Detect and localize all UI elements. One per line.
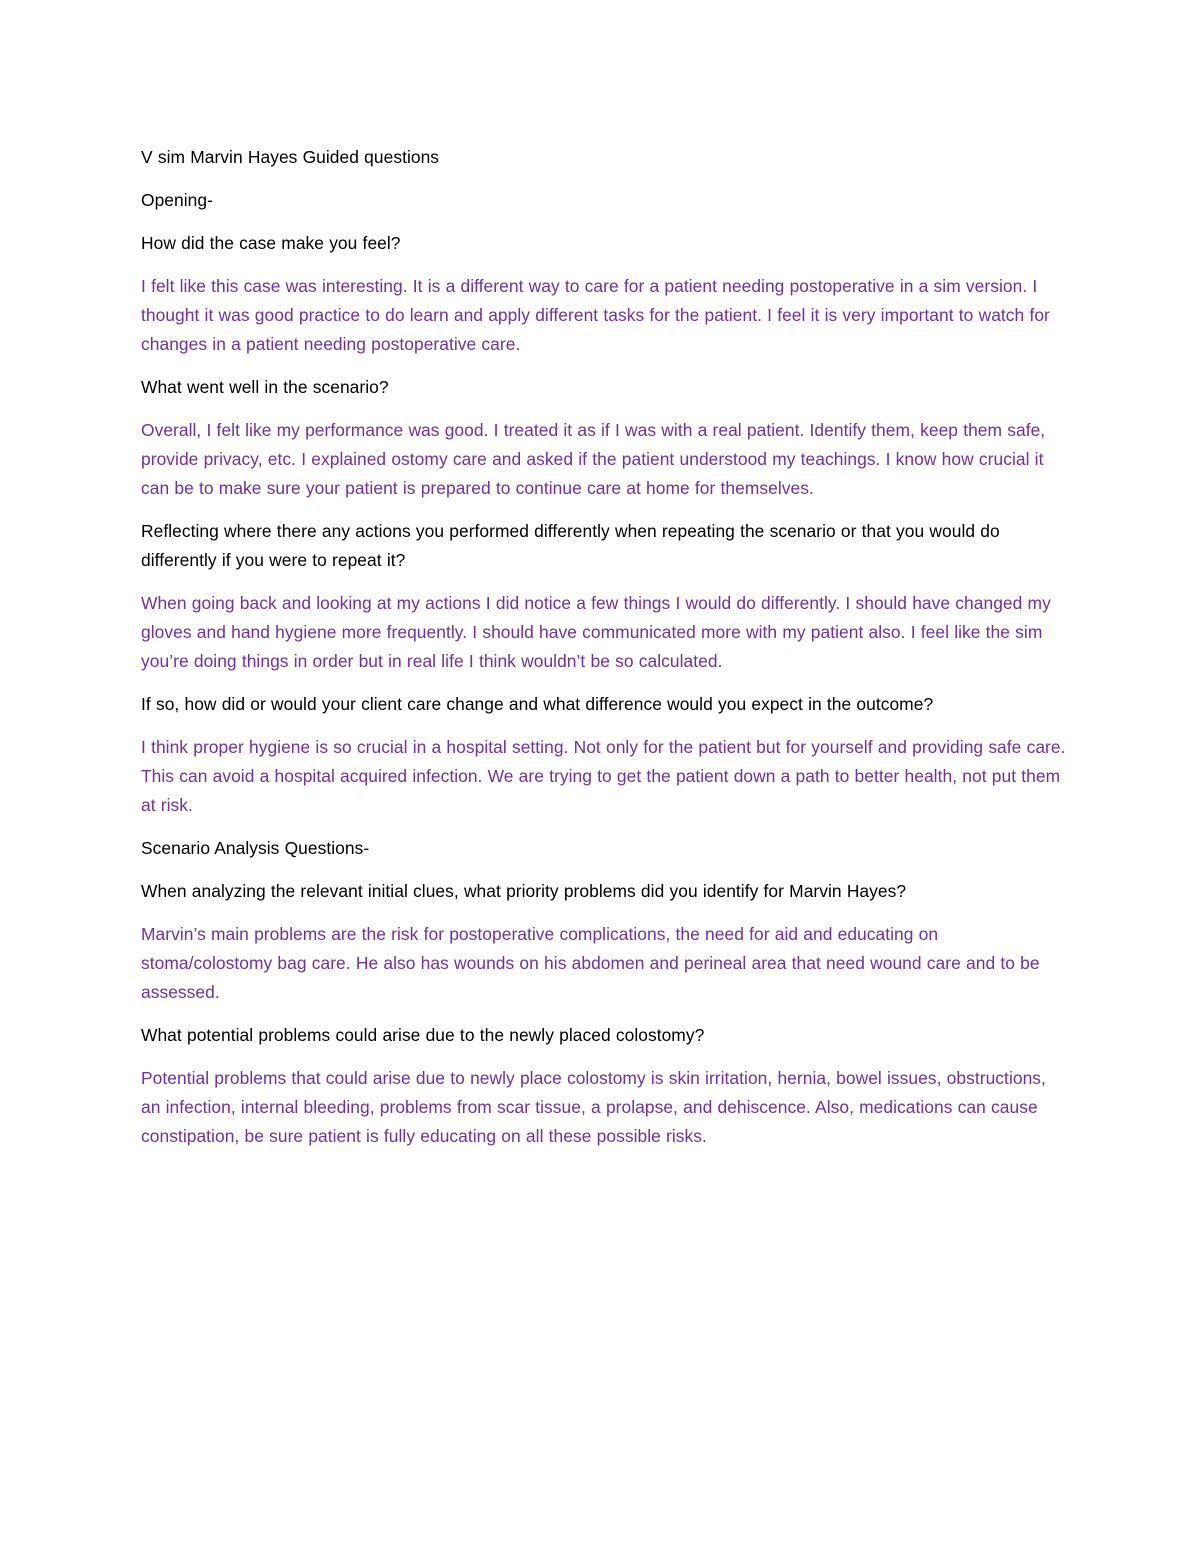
answer-3: When going back and looking at my actions I did notice a few things I would do differently. I should have changed my gloves and hand hygiene more frequently. I should have communicated more with my patient also. I feel like the sim you’re doing things in order but in real life I think wouldn’t be so calculated. (141, 593, 1051, 671)
answer-6: Potential problems that could arise due to newly place colostomy is skin irritation, hernia, bowel issues, obstructions, an infection, internal bleeding, problems from scar tissue, a prolapse, and dehiscence. Also, medications can cause constipation, be sure patient is fully educating on all these possible risks. (141, 1068, 1046, 1146)
question-6: What potential problems could arise due to the newly placed colostomy? (141, 1025, 705, 1045)
question-1: How did the case make you feel? (141, 233, 401, 253)
question-4: If so, how did or would your client care change and what difference would you expect in the outcome? (141, 694, 934, 714)
answer-2: Overall, I felt like my performance was good. I treated it as if I was with a real patient. Identify them, keep them safe, provide privacy, etc. I explained ostomy care and asked if the patient understood my teachings. I know how crucial it can be to make sure your patient is prepared to continue care at home for themselves. (141, 420, 1046, 498)
answer-4: I think proper hygiene is so crucial in a hospital setting. Not only for the patient but for yourself and providing safe care. This can avoid a hospital acquired infection. We are trying to get the patient down a path to better health, not put them at risk. (141, 737, 1066, 815)
document-title: V sim Marvin Hayes Guided questions (141, 147, 440, 167)
section-heading-analysis: Scenario Analysis Questions- (141, 838, 370, 858)
question-2: What went well in the scenario? (141, 377, 389, 397)
question-3: Reflecting where there any actions you performed differently when repeating the scenario or that you would do differently if you were to repeat it? (141, 521, 1000, 570)
question-5: When analyzing the relevant initial clues, what priority problems did you identify for Marvin Hayes? (141, 881, 907, 901)
section-heading-opening: Opening- (141, 190, 213, 210)
answer-1: I felt like this case was interesting. It is a different way to care for a patient needing postoperative in a sim version. I thought it was good practice to do learn and apply different tasks for the patient. I feel it is very important to watch for changes in a patient needing postoperative care. (141, 276, 1050, 354)
answer-5: Marvin’s main problems are the risk for postoperative complications, the need for aid and educating on stoma/colostomy bag care. He also has wounds on his abdomen and perineal area that need wound care and to be assessed. (141, 924, 1040, 1002)
document-body (141, 143, 1066, 1165)
